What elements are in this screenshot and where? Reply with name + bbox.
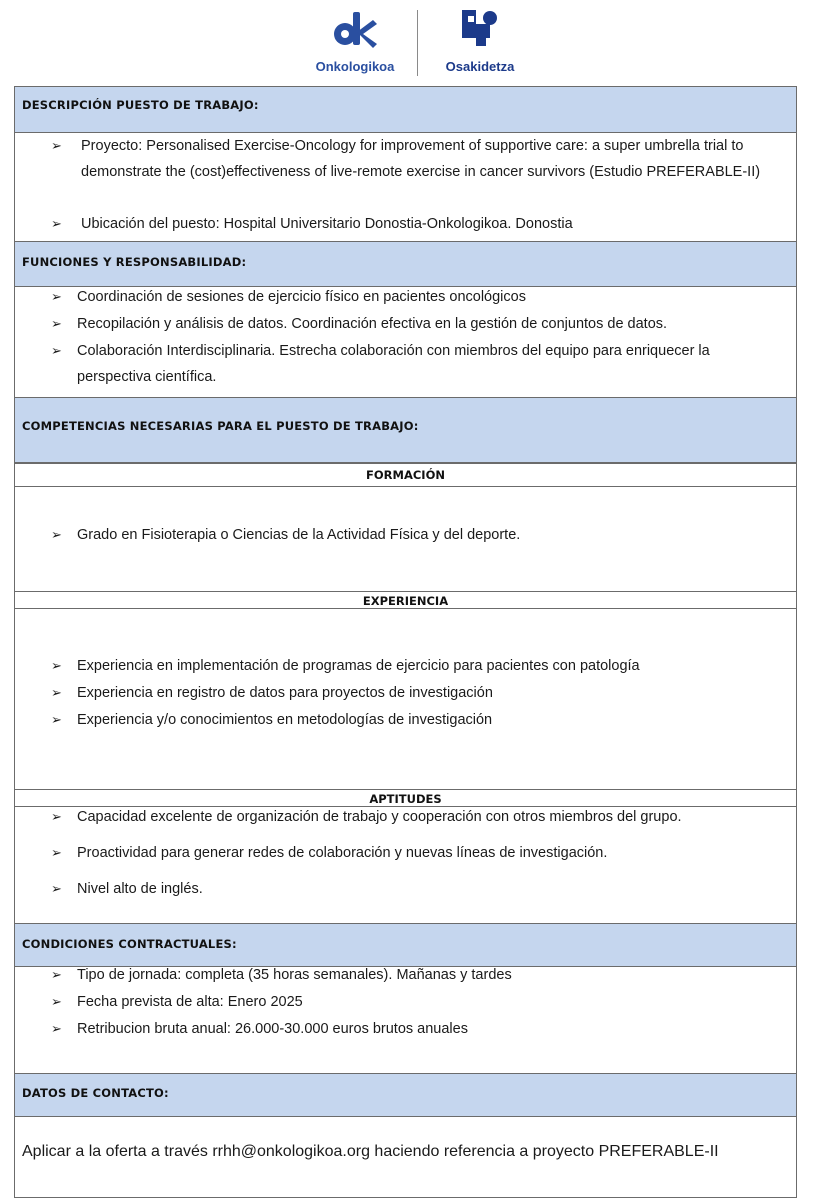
arrow-bullet-icon: ➢ (51, 685, 62, 700)
arrow-bullet-icon: ➢ (51, 316, 62, 331)
osakidetza-logo-icon (458, 6, 502, 50)
section-body-descripcion (15, 133, 796, 241)
page-header (0, 0, 817, 86)
arrow-bullet-icon: ➢ (51, 216, 62, 231)
subsection-header-experiencia (15, 591, 796, 609)
osakidetza-logo-text: Osakidetza (445, 59, 515, 74)
onkologikoa-logo-text: Onkologikoa (315, 59, 395, 74)
list-item: ➢ Experiencia y/o conocimientos en metodologías de investigación (51, 707, 776, 733)
section-title: FUNCIONES Y RESPONSABILIDAD: (22, 255, 247, 269)
logo-divider (417, 10, 418, 76)
section-body-contacto (15, 1117, 796, 1197)
section-title: COMPETENCIAS NECESARIAS PARA EL PUESTO DE TRABAJO: (22, 419, 419, 433)
list-item: ➢ Proyecto: Personalised Exercise-Oncology for improvement of supportive care: a super umbrella trial to demonstrate the (cost)effectiveness of live-remote exercise in cancer survivors (Estudio PREFERABLE-II) (51, 133, 776, 185)
arrow-bullet-icon: ➢ (51, 658, 62, 673)
list-item: ➢ Ubicación del puesto: Hospital Universitario Donostia-Onkologikoa. Donostia (51, 211, 776, 237)
section-body-condiciones (15, 967, 796, 1073)
section-header-funciones (15, 241, 796, 287)
arrow-bullet-icon: ➢ (51, 527, 62, 542)
section-header-descripcion (15, 87, 796, 133)
subsection-title: EXPERIENCIA (362, 594, 449, 608)
list-item: ➢ Grado en Fisioterapia o Ciencias de la Actividad Física y del deporte. (51, 522, 776, 548)
list-item: ➢ Coordinación de sesiones de ejercicio físico en pacientes oncológicos (51, 284, 776, 310)
section-header-contacto (15, 1073, 796, 1117)
list-item: ➢ Tipo de jornada: completa (35 horas semanales). Mañanas y tardes (51, 962, 776, 988)
section-title: CONDICIONES CONTRACTUALES: (22, 937, 237, 951)
arrow-bullet-icon: ➢ (51, 809, 62, 824)
list-item: ➢ Recopilación y análisis de datos. Coordinación efectiva en la gestión de conjuntos de datos. (51, 311, 776, 337)
list-item: ➢ Nivel alto de inglés. (51, 876, 776, 902)
arrow-bullet-icon: ➢ (51, 712, 62, 727)
section-header-competencias (15, 397, 796, 463)
onkologikoa-logo (300, 6, 410, 74)
subsection-header-formacion (15, 463, 796, 487)
subsection-body-experiencia (15, 609, 796, 789)
section-body-funciones (15, 287, 796, 397)
section-title: DATOS DE CONTACTO: (22, 1086, 169, 1100)
list-item: ➢ Proactividad para generar redes de colaboración y nuevas líneas de investigación. (51, 840, 776, 866)
list-item: ➢ Colaboración Interdisciplinaria. Estrecha colaboración con miembros del equipo para enriquecer la perspectiva científica. (51, 338, 776, 390)
subsection-body-formacion (15, 487, 796, 591)
arrow-bullet-icon: ➢ (51, 845, 62, 860)
arrow-bullet-icon: ➢ (51, 967, 62, 982)
arrow-bullet-icon: ➢ (51, 138, 62, 153)
subsection-title: FORMACIÓN (366, 468, 445, 482)
subsection-title: APTITUDES (369, 792, 442, 806)
arrow-bullet-icon: ➢ (51, 1021, 62, 1036)
arrow-bullet-icon: ➢ (51, 994, 62, 1009)
arrow-bullet-icon: ➢ (51, 289, 62, 304)
list-item: ➢ Experiencia en implementación de programas de ejercicio para pacientes con patología (51, 653, 776, 679)
list-item: ➢ Capacidad excelente de organización de trabajo y cooperación con otros miembros del grupo. (51, 804, 776, 830)
section-header-condiciones (15, 923, 796, 967)
arrow-bullet-icon: ➢ (51, 881, 62, 896)
arrow-bullet-icon: ➢ (51, 343, 62, 358)
subsection-body-aptitudes (15, 807, 796, 923)
contact-instructions: Aplicar a la oferta a través rrhh@onkologikoa.org haciendo referencia a proyecto PREFERABLE-II (22, 1143, 719, 1160)
onkologikoa-logo-icon (327, 6, 383, 50)
osakidetza-logo (430, 6, 530, 74)
list-item: ➢ Experiencia en registro de datos para proyectos de investigación (51, 680, 776, 706)
list-item: ➢ Retribucion bruta anual: 26.000-30.000 euros brutos anuales (51, 1016, 776, 1042)
job-offer-table (14, 86, 797, 1198)
section-title: DESCRIPCIÓN PUESTO DE TRABAJO: (22, 98, 259, 112)
list-item: ➢ Fecha prevista de alta: Enero 2025 (51, 989, 776, 1015)
